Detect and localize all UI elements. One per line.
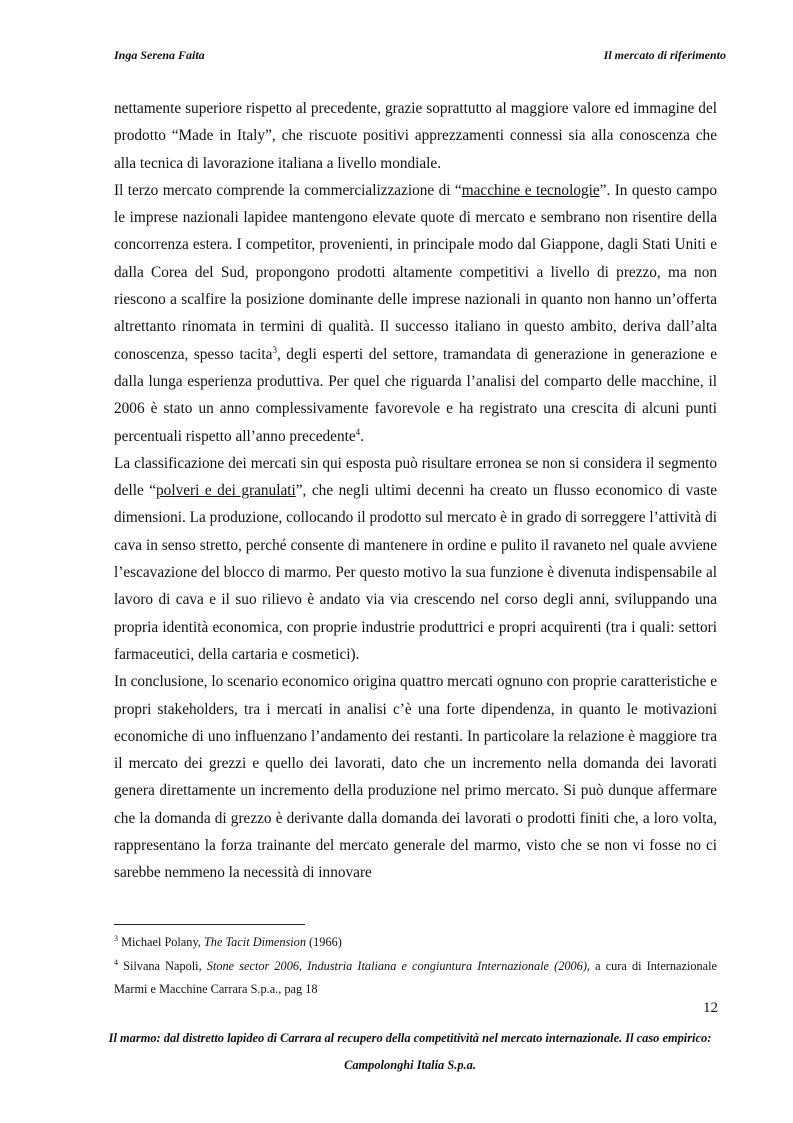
paragraph-2-end: . <box>360 427 364 445</box>
footnote-4-author: Silvana Napoli, <box>118 959 207 973</box>
underlined-term-powders: polveri e dei granulati <box>156 482 296 500</box>
paragraph-3-start: La classificazione dei mercati sin qui esposta può risultare erronea se non si considera il segmento delle “ <box>114 454 717 500</box>
footnote-ref-4[interactable]: 4 <box>355 426 361 437</box>
footnote-3-number: 3 <box>114 933 118 943</box>
footnote-4 <box>114 955 717 1001</box>
footnote-4-number: 4 <box>114 957 118 967</box>
footnote-3 <box>114 931 717 954</box>
paragraph-3 <box>114 450 717 668</box>
footnote-ref-3[interactable]: 3 <box>272 344 277 355</box>
running-header <box>114 48 726 66</box>
paragraph-4: In conclusione, lo scenario economico origina quattro mercati ognuno con proprie caratteristiche e propri stakeholders, tra i mercati in analisi c’è una forte dipendenza, in quanto le motivazioni economiche di uno influenzano l’andamento dei restanti. In particolare la relazione è maggiore tra il mercato dei grezzi e quello dei lavorati, dato che un incremento nella domanda dei lavorati genera direttamente un incremento della produzione nel primo mercato. Si può dunque affermare che la domanda di grezzo è derivante dalla domanda dei lavorati o prodotti finiti che, a loro volta, rappresentano la forza trainante del mercato generale del marmo, visto che se non vi fosse no ci sarebbe nemmeno la necessità di innovare <box>114 673 717 882</box>
footnote-3-title: The Tacit Dimension <box>203 935 306 949</box>
paragraph-3-continued: ”, che negli ultimi decenni ha creato un flusso economico di vaste dimensioni. La produzione, collocando il prodotto sul mercato è in grado di sorreggere l’attività di cava in senso stretto, perché consente di mantenere in ordine e pulito il ravaneto nel quale avviene l’escavazione del blocco di marmo. Per questo motivo la sua funzione è divenuta indispensabile al lavoro di cava e il suo rilievo è andato via via crescendo nel corso degli anni, sviluppando una propria identità economica, con proprie industrie produttrici e propri acquirenti (tra i quali: settori farmaceutici, della cartaria e cosmetici). <box>114 482 717 663</box>
running-footer <box>60 1025 760 1079</box>
footnote-divider <box>114 924 305 925</box>
footnote-4-title: Stone sector 2006, Industria Italiana e congiuntura Internazionale (2006) <box>206 959 587 973</box>
underlined-term-machines: macchine e tecnologie <box>461 181 600 199</box>
paragraph-2 <box>114 177 717 450</box>
header-author: Inga Serena Faita <box>114 48 205 62</box>
footnote-3-author: Michael Polany, <box>118 935 204 949</box>
footnote-4-publisher: , a cura di Internazionale Marmi e Macchine Carrara S.p.a., pag 18 <box>114 959 717 996</box>
paragraph-2-middle: ”. In questo campo le imprese nazionali lapidee mantengono elevate quote di mercato e sembrano non risentire della concorrenza estera. I competitor, provenienti, in principale modo dal Giappone, dagli Stati Uniti e dalla Corea del Sud, propongono prodotti altamente competitivi a livello di prezzo, ma non riescono a scalfire la posizione dominante delle imprese nazionali in quanto non hanno un’offerta altrettanto rinomata in termini di qualità. Il successo italiano in questo ambito, deriva dall’alta conoscenza, spesso tacita <box>114 181 717 363</box>
paragraph-2-continued: , degli esperti del settore, tramandata di generazione in generazione e dalla lunga esperienza produttiva. Per quel che riguarda l’analisi del comparto delle macchine, il 2006 è stato un anno complessivamente favorevole e ha registrato una crescita di alcuni punti percentuali rispetto all’anno precedente <box>114 345 717 445</box>
paragraph-1: nettamente superiore rispetto al precedente, grazie soprattutto al maggiore valore ed immagine del prodotto “Made in Italy”, che riscuote positivi apprezzamenti connessi sia alla conoscenza che alla tecnica di lavorazione italiana a livello mondiale. <box>114 100 717 172</box>
footnotes <box>114 931 717 1001</box>
footer-title-line-2: Campolonghi Italia S.p.a. <box>344 1058 476 1072</box>
body-text <box>114 95 717 887</box>
page-number: 12 <box>703 1000 718 1016</box>
header-section-title: Il mercato di riferimento <box>603 48 726 62</box>
footer-title-line-1: Il marmo: dal distretto lapideo di Carrara al recupero della competitività nel mercato internazionale. Il caso empirico: <box>108 1031 712 1045</box>
footnote-3-year: (1966) <box>305 935 342 949</box>
paragraph-2-start: Il terzo mercato comprende la commercializzazione di “ <box>114 181 462 199</box>
